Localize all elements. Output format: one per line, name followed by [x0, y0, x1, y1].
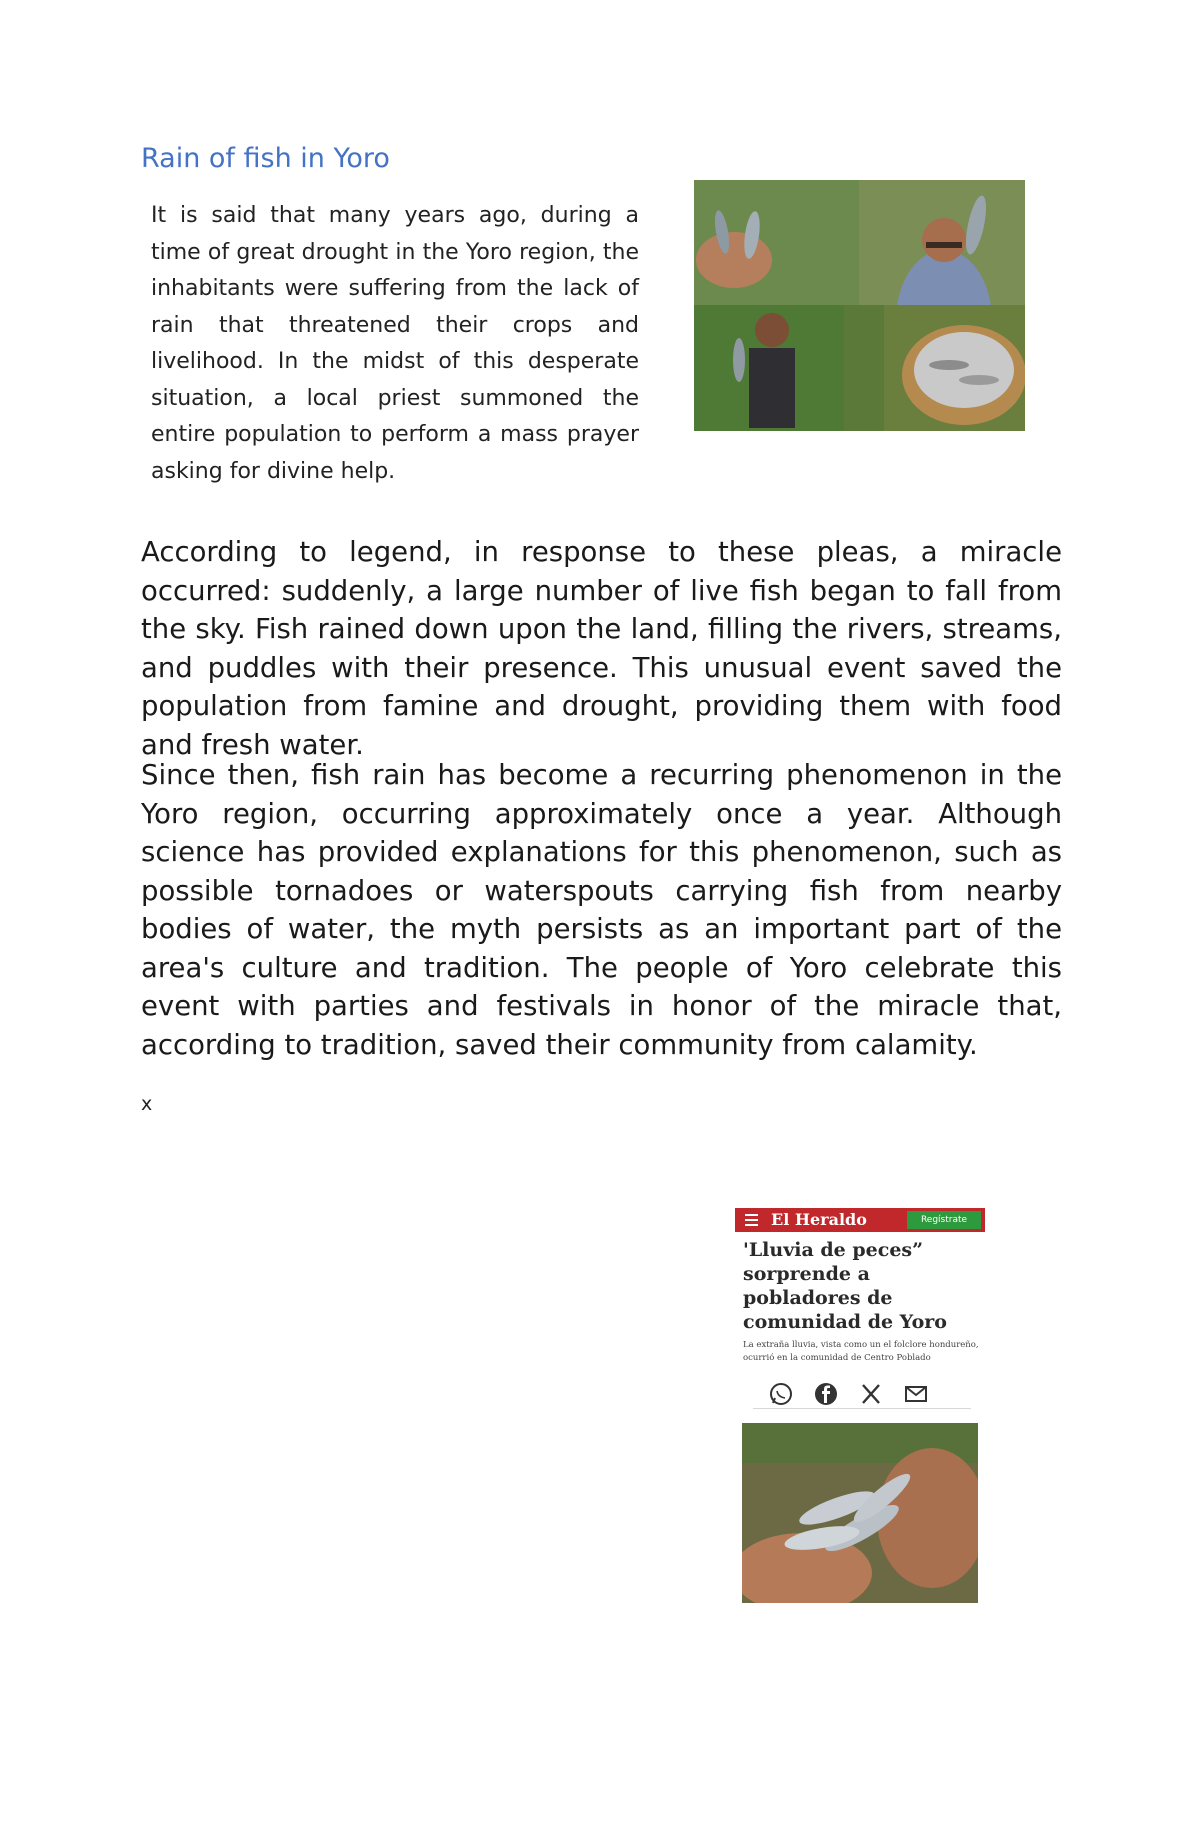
hands-with-fish-photo	[742, 1423, 978, 1603]
x-icon[interactable]	[858, 1381, 884, 1407]
news-clipping	[735, 1208, 985, 1604]
news-headline: 'Lluvia de peces” sorprende a pobladores de comunidad de Yoro	[743, 1239, 947, 1333]
whatsapp-icon[interactable]	[768, 1381, 794, 1407]
facebook-icon[interactable]	[813, 1381, 839, 1407]
news-deck: La extraña lluvia, vista como un el folclore hondureño, ocurrió en la comunidad de Centro Poblado	[743, 1340, 979, 1363]
menu-icon[interactable]	[745, 1214, 758, 1226]
fish-collage-photo	[694, 180, 1025, 431]
document-title: Rain of fish in Yoro	[141, 143, 390, 174]
legend-paragraph: According to legend, in response to these pleas, a miracle occurred: suddenly, a large number of live fish began to fall from the sky. Fish rained down upon the land, filling the rivers, streams, and puddles with their presence. This unusual event saved the population from famine and drought, providing them with food and fresh water.	[141, 536, 1062, 761]
stray-mark: x	[141, 1093, 153, 1115]
mail-icon[interactable]	[903, 1381, 929, 1407]
phenomenon-paragraph: Since then, fish rain has become a recurring phenomenon in the Yoro region, occurring approximately once a year. Although science has provided explanations for this phenomenon, such as possible tornadoes or waterspouts carrying fish from nearby bodies of water, the myth persists as an important part of the area's culture and tradition. The people of Yoro celebrate this event with parties and festivals in honor of the miracle that, according to tradition, saved their community from calamity.	[141, 759, 1062, 1061]
intro-paragraph: It is said that many years ago, during a time of great drought in the Yoro region, the inhabitants were suffering from the lack of rain that threatened their crops and livelihood. In the midst of this desperate situation, a local priest summoned the entire population to perform a mass prayer asking for divine help.	[151, 203, 639, 484]
news-brand: El Heraldo	[771, 1210, 867, 1229]
news-header-bar	[735, 1208, 985, 1232]
share-bar	[753, 1380, 971, 1409]
register-button[interactable]: Regístrate	[907, 1211, 981, 1229]
